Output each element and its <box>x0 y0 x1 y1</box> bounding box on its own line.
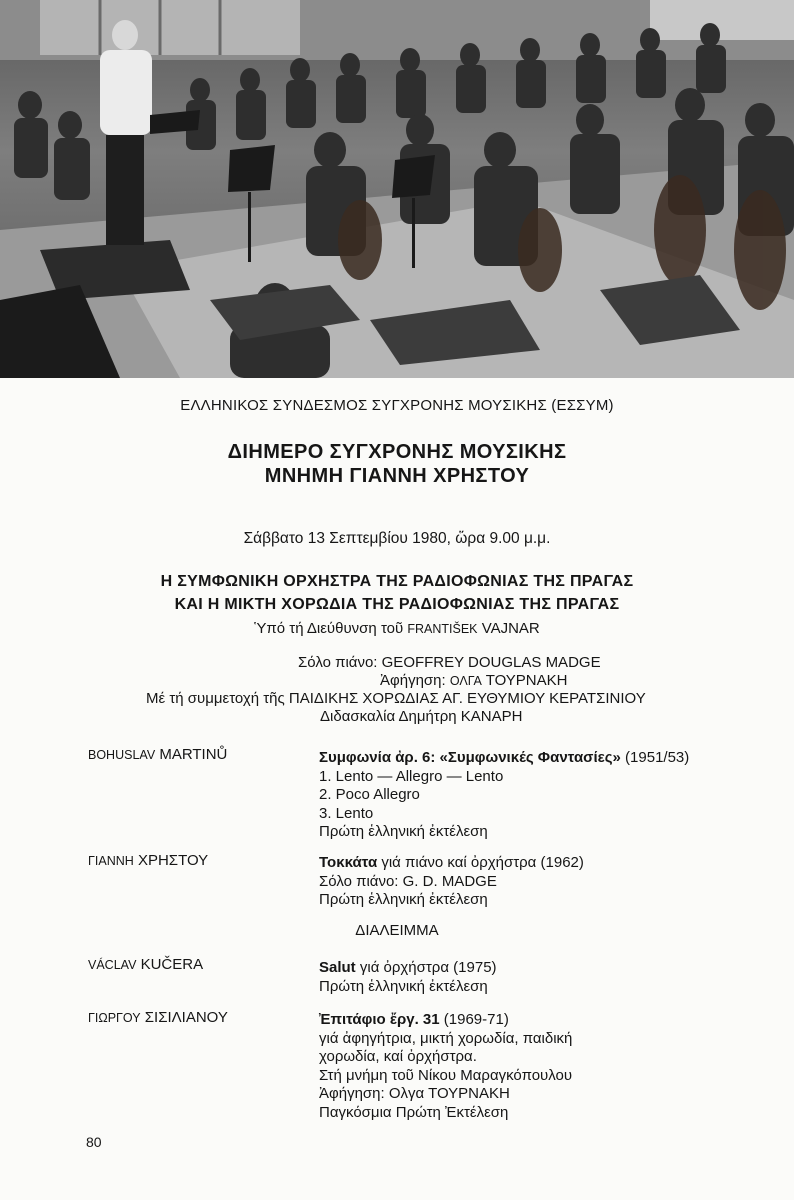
work-extra: (1951/53) <box>620 749 690 766</box>
composer-last-name: ΣΙΣΙΛΙΑΝΟΥ <box>144 1009 228 1026</box>
narrator-last-name: ΤΟΥΡΝΑΚΗ <box>485 672 568 689</box>
conductor-first-name: FRANTIŠEK <box>407 622 478 636</box>
program-composer <box>88 1009 228 1026</box>
narrator-first-name: ΟΛΓΑ <box>449 674 482 688</box>
work-extra: γιά ὀρχήστρα (1975) <box>355 959 497 976</box>
work-title: Τοκκάτα <box>319 854 378 871</box>
program-composer <box>88 852 208 869</box>
work-detail: Πρώτη ἑλληνική ἐκτέλεση <box>319 823 488 840</box>
work-detail: Ἀφήγηση: Ολγα ΤΟΥΡΝΑΚΗ <box>319 1085 510 1102</box>
program-composer <box>88 746 227 763</box>
work-extra: γιά πιάνο καί ὀρχήστρα (1962) <box>377 854 584 871</box>
concert-date: Σάββατο 13 Σεπτεμβίου 1980, ὥρα 9.00 μ.μ. <box>243 530 551 547</box>
work-title: Salut <box>319 959 356 976</box>
work-extra: (1969-71) <box>439 1011 509 1028</box>
teaching-credit: Διδασκαλία Δημήτρη ΚΑΝΑΡΗ <box>320 708 523 725</box>
work-detail: χορωδία, καί ὀρχήστρα. <box>319 1048 477 1065</box>
soloist-credit: Σόλο πιάνο: GEOFFREY DOUGLAS MADGE <box>298 654 601 671</box>
narration-credit <box>380 672 567 689</box>
work-detail: Πρώτη ἑλληνική ἐκτέλεση <box>319 977 488 995</box>
work-detail: Στή μνήμη τοῦ Νίκου Μαραγκόπουλου <box>319 1066 573 1084</box>
work-title: Ἐπιτάφιο ἔργ. 31 <box>319 1011 440 1028</box>
orchestra-illustration <box>0 0 794 378</box>
orchestra-photo <box>0 0 794 378</box>
conductor-credit <box>0 620 794 637</box>
work-detail: Παγκόσμια Πρώτη Ἐκτέλεση <box>319 1103 509 1121</box>
performers-line2: ΚΑΙ Η ΜΙΚΤΗ ΧΟΡΩΔΙΑ ΤΗΣ ΡΑΔΙΟΦΩΝΙΑΣ ΤΗΣ ΠΡΑΓΑΣ <box>174 596 620 613</box>
interval-label: ΔΙΑΛΕΙΜΜΑ <box>355 922 439 939</box>
composer-last-name: MARTINŮ <box>159 746 228 763</box>
work-title: Συμφωνία ἀρ. 6: «Συμφωνικές Φαντασίες» <box>319 749 621 766</box>
organization-name: ΕΛΛΗΝΙΚΟΣ ΣΥΝΔΕΣΜΟΣ ΣΥΓΧΡΟΝΗΣ ΜΟΥΣΙΚΗΣ (ΕΣΣΥΜ) <box>180 397 614 414</box>
composer-first-name: BOHUSLAV <box>88 748 156 762</box>
composer-first-name: ΓΙΑΝΝΗ <box>88 854 134 868</box>
event-title-line1: ΔΙΗΜΕΡΟ ΣΥΓΧΡΟΝΗΣ ΜΟΥΣΙΚΗΣ <box>227 441 567 463</box>
performers-line1: Η ΣΥΜΦΩΝΙΚΗ ΟΡΧΗΣΤΡΑ ΤΗΣ ΡΑΔΙΟΦΩΝΙΑΣ ΤΗΣ ΠΡΑΓΑΣ <box>160 573 634 590</box>
work-detail: 3. Lento <box>319 804 374 822</box>
composer-first-name: VÁCLAV <box>88 958 137 972</box>
page-number: 80 <box>86 1134 102 1150</box>
work-detail: Πρώτη ἑλληνική ἐκτέλεση <box>319 891 488 908</box>
program-work <box>319 749 689 842</box>
program-composer <box>88 956 203 973</box>
conductor-last-name: VAJNAR <box>481 620 540 637</box>
participation-credit: Μέ τή συμμετοχή τῆς ΠΑΙΔΙΚΗΣ ΧΟΡΩΔΙΑΣ ΑΓ. ΕΥΘΥΜΙΟΥ ΚΕΡΑΤΣΙΝΙΟΥ <box>146 690 646 707</box>
work-detail: γιά ἀφηγήτρια, μικτή χορωδία, παιδική <box>319 1029 573 1047</box>
event-title-line2: ΜΝΗΜΗ ΓΙΑΝΝΗ ΧΡΗΣΤΟΥ <box>264 465 530 487</box>
composer-last-name: KUČERA <box>140 956 204 973</box>
composer-last-name: ΧΡΗΣΤΟΥ <box>137 852 209 869</box>
work-detail: 2. Poco Allegro <box>319 786 420 803</box>
work-detail: Σόλο πιάνο: G. D. MADGE <box>319 872 497 890</box>
narration-prefix: Ἀφήγηση: <box>380 672 450 689</box>
work-detail: 1. Lento — Allegro — Lento <box>319 767 504 785</box>
program-work <box>319 1011 572 1122</box>
program-work <box>319 959 497 996</box>
program-work <box>319 854 584 910</box>
conductor-prefix: Ὑπό τή Διεύθυνση τοῦ <box>254 620 408 637</box>
composer-first-name: ΓΙΩΡΓΟΥ <box>88 1011 141 1025</box>
